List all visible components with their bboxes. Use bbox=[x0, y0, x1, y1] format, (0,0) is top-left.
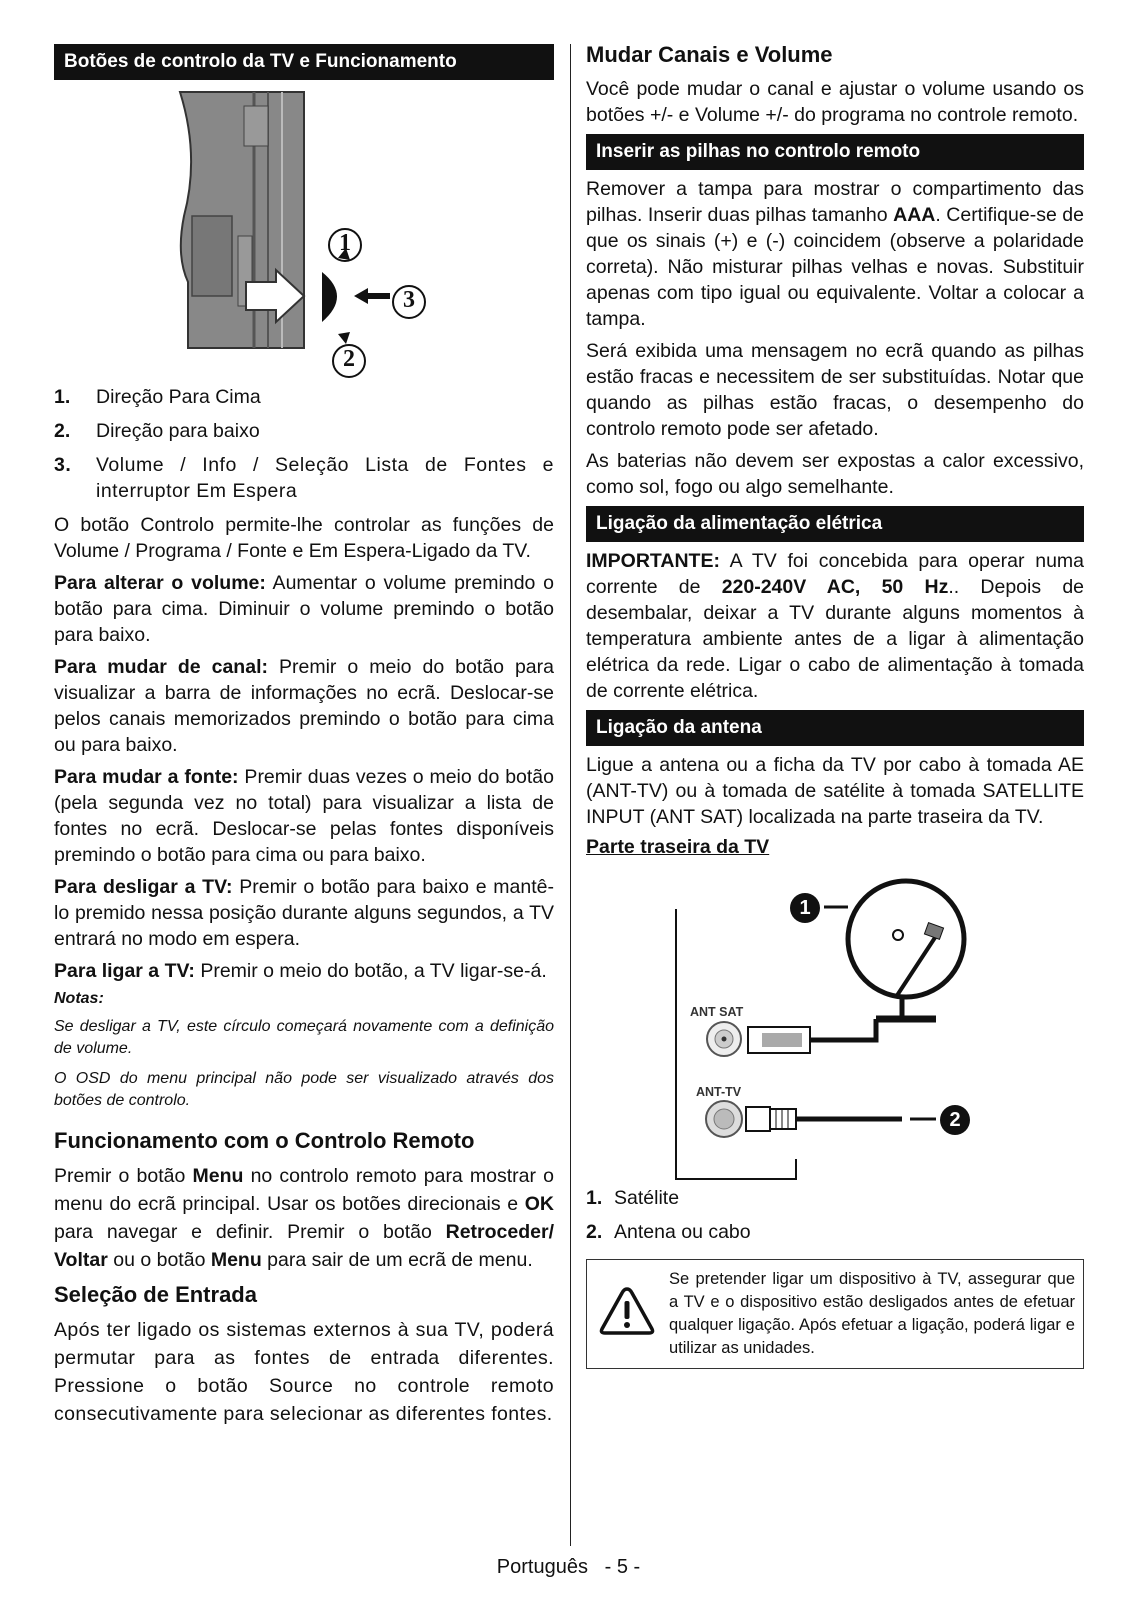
channel-paragraph: Para mudar de canal: Premir o meio do botão para visualizar a barra de informações no ecrã. Deslocar-se pelos canais memorizados premindo o botão para cima ou para baixo. bbox=[54, 656, 554, 756]
left-column bbox=[54, 44, 554, 1434]
channels-heading: Mudar Canais e Volume bbox=[586, 42, 833, 67]
tv-control-button-figure bbox=[54, 86, 554, 376]
list-item: 1. Satélite bbox=[586, 1187, 680, 1209]
list-item: 3. Volume / Info / Seleção Lista de Fontes e interruptor Em Espera bbox=[54, 454, 554, 502]
figure-label-1: 1 bbox=[328, 228, 362, 262]
column-divider bbox=[570, 44, 571, 1546]
batteries-paragraph: Remover a tampa para mostrar o compartimento das pilhas. Inserir duas pilhas tamanho AAA. Certifique-se de que os sinais (+) e (-) coincidem (observe a polaridade correta). Não misturar pilhas velhas e novas. Substituir apenas com tipo igual ou equivalente. Voltar a colocar a tampa. bbox=[586, 178, 1084, 330]
figure-label-2: 2 bbox=[332, 344, 366, 378]
remote-heading: Funcionamento com o Controlo Remoto bbox=[54, 1128, 475, 1153]
section-bar-power: Ligação da alimentação elétrica bbox=[586, 506, 1084, 542]
ant-tv-label: ANT-TV bbox=[696, 1085, 742, 1099]
section-bar-antenna: Ligação da antena bbox=[586, 710, 1084, 746]
figure-label-3: 3 bbox=[392, 285, 426, 319]
badge-satellite: 1 bbox=[790, 893, 820, 923]
connection-list bbox=[586, 1185, 1084, 1245]
rear-tv-heading: Parte traseira da TV bbox=[586, 836, 770, 858]
antenna-paragraph: Ligue a antena ou a ficha da TV por cabo à tomada AE (ANT-TV) ou à tomada de satélite à tomada SATELLITE INPUT (ANT SAT) localizada na parte traseira da TV. bbox=[586, 754, 1084, 828]
notes-heading: Notas: bbox=[54, 990, 104, 1007]
warning-box bbox=[586, 1259, 1084, 1369]
section-bar-controls: Botões de controlo da TV e Funcionamento bbox=[54, 44, 554, 80]
input-heading: Seleção de Entrada bbox=[54, 1282, 257, 1307]
standby-off-paragraph: Para desligar a TV: Premir o botão para baixo e mantê-lo premido nessa posição durante alguns segundos, a TV entrará no modo em espera. bbox=[54, 876, 554, 950]
volume-paragraph: Para alterar o volume: Aumentar o volume premindo o botão para cima. Diminuir o volume premindo o botão para baixo. bbox=[54, 572, 554, 646]
batteries-low-paragraph: Será exibida uma mensagem no ecrã quando as pilhas estão fracas e necessitem de ser substituídas. Notar que quando as pilhas estão fracas, o desempenho do controlo remoto pode ser afetado. bbox=[586, 340, 1084, 440]
note: Se desligar a TV, este círculo começará novamente com a definição de volume. bbox=[54, 1018, 554, 1057]
list-item: 1. Direção Para Cima bbox=[54, 386, 261, 408]
channels-paragraph: Você pode mudar o canal e ajustar o volume usando os botões +/- e Volume +/- do programa no controle remoto. bbox=[586, 78, 1084, 126]
input-paragraph: Após ter ligado os sistemas externos à sua TV, poderá permutar para as fontes de entrada diferentes. Pressione o botão Source no controle remoto consecutivamente para selecionar as diferentes fontes. bbox=[54, 1319, 554, 1425]
page-footer: Português - 5 - bbox=[496, 1556, 641, 1578]
antenna-diagram-illustration bbox=[586, 869, 1084, 1189]
warning-triangle-icon bbox=[599, 1286, 655, 1336]
antenna-connection-diagram bbox=[586, 869, 1084, 1189]
section-bar-batteries: Inserir as pilhas no controlo remoto bbox=[586, 134, 1084, 170]
ant-sat-label: ANT SAT bbox=[690, 1005, 744, 1019]
warning-text: Se pretender ligar um dispositivo à TV, assegurar que a TV e o dispositivo estão desligados antes de efetuar qualquer ligação. Após efetuar a ligação, poderá ligar e utilizar as unidades. bbox=[669, 1270, 1075, 1357]
button-function-list bbox=[54, 384, 554, 504]
remote-paragraph: Premir o botão Menu no controlo remoto para mostrar o menu do ecrã principal. Usar os botões direcionais e OK para navegar e definir. Premir o botão Retroceder/ Voltar ou o botão Menu para sair de um ecrã de menu. bbox=[54, 1165, 554, 1271]
badge-antenna: 2 bbox=[940, 1105, 970, 1135]
list-item: 2. Direção para baixo bbox=[54, 420, 260, 442]
batteries-heat-paragraph: As baterias não devem ser expostas a calor excessivo, como sol, fogo ou algo semelhante. bbox=[586, 450, 1084, 498]
right-column bbox=[586, 40, 1084, 1369]
note: O OSD do menu principal não pode ser visualizado através dos botões de controlo. bbox=[54, 1070, 554, 1109]
tv-side-illustration bbox=[54, 86, 554, 376]
control-intro: O botão Controlo permite-lhe controlar as funções de Volume / Programa / Fonte e Em Espera-Ligado da TV. bbox=[54, 514, 554, 562]
power-paragraph: IMPORTANTE: A TV foi concebida para operar numa corrente de 220-240V AC, 50 Hz.. Depois de desembalar, deixar a TV durante alguns momentos à temperatura ambiente antes de a ligar à alimentação elétrica da rede. Ligar o cabo de alimentação à tomada de corrente elétrica. bbox=[586, 550, 1085, 702]
standby-on-paragraph: Para ligar a TV: Premir o meio do botão, a TV ligar-se-á. bbox=[54, 960, 547, 982]
source-paragraph: Para mudar a fonte: Premir duas vezes o meio do botão (pela segunda vez no total) para visualizar a lista de fontes no ecrã. Deslocar-se pelas fontes disponíveis premindo o botão para cima ou para baixo. bbox=[54, 766, 554, 866]
list-item: 2. Antena ou cabo bbox=[586, 1221, 751, 1243]
